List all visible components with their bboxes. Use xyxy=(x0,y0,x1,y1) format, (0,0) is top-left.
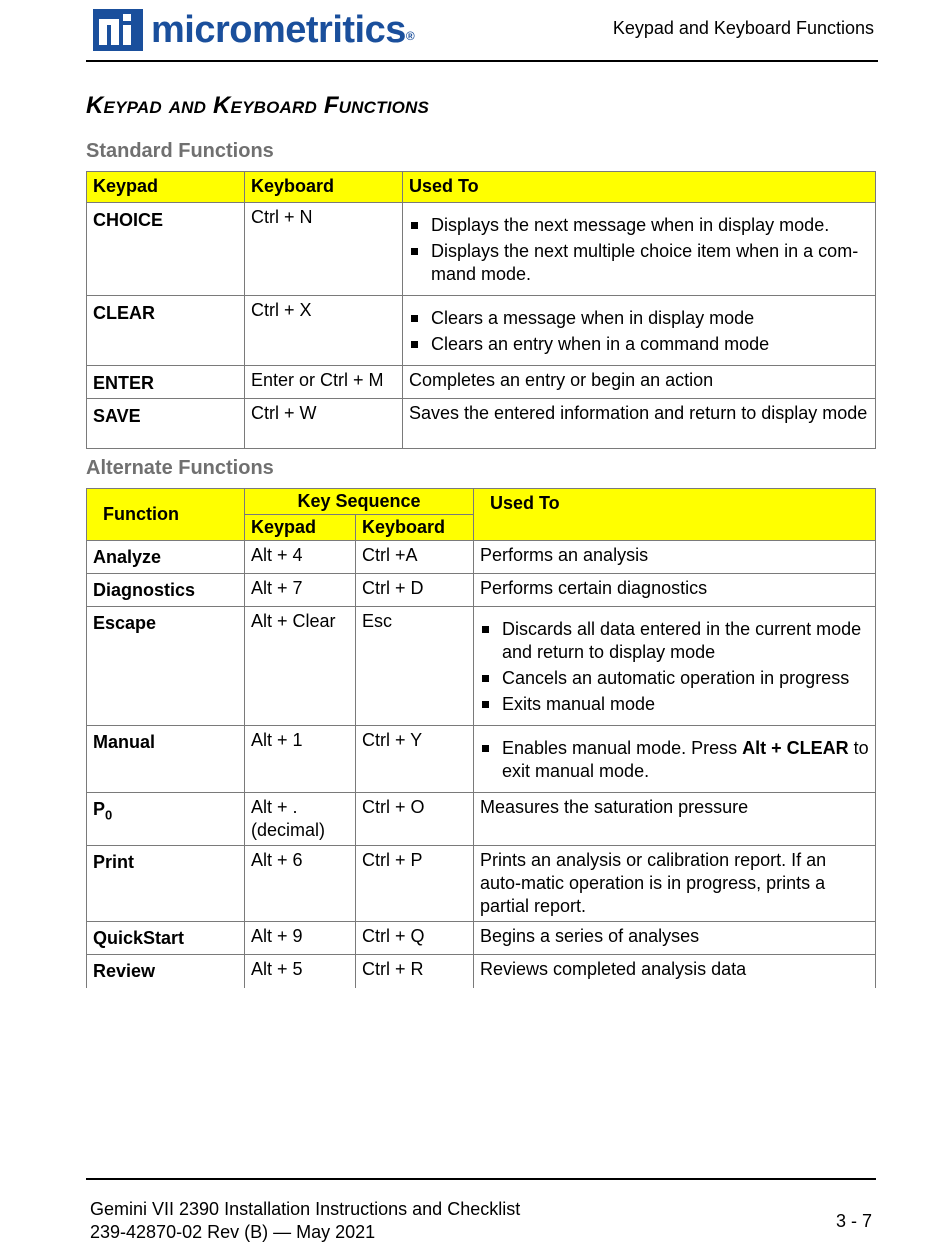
logo-wordmark: micrometritics® xyxy=(151,9,415,51)
keyboard-cell: Ctrl + N xyxy=(245,203,403,296)
keyboard-cell: Ctrl + P xyxy=(356,846,474,922)
used-to-cell: Performs certain diagnostics xyxy=(474,574,876,607)
keypad-cell: Alt + . (decimal) xyxy=(245,793,356,846)
table-row xyxy=(87,607,876,726)
used-to-cell: Saves the entered information and return to display mode xyxy=(403,399,876,449)
used-to-cell xyxy=(474,726,876,793)
page-header xyxy=(86,0,878,62)
keypad-cell: CHOICE xyxy=(87,203,245,296)
table-row xyxy=(87,366,876,399)
table-header-row xyxy=(87,172,876,203)
keypad-cell: CLEAR xyxy=(87,296,245,366)
list-item: Exits manual mode xyxy=(480,693,869,716)
col-header-key-sequence: Key Sequence xyxy=(245,489,474,515)
company-logo xyxy=(93,8,414,52)
col-header-used-to: Used To xyxy=(403,172,876,203)
table-header-row xyxy=(87,489,876,515)
keypad-cell: Alt + 6 xyxy=(245,846,356,922)
table-row xyxy=(87,399,876,449)
list-item: Displays the next message when in display mode. xyxy=(409,214,869,237)
function-cell: QuickStart xyxy=(87,922,245,955)
keyboard-cell: Enter or Ctrl + M xyxy=(245,366,403,399)
section-title-alternate: Alternate Functions xyxy=(86,457,274,479)
used-to-cell xyxy=(403,203,876,296)
table-row xyxy=(87,296,876,366)
used-to-cell: Measures the saturation pressure xyxy=(474,793,876,846)
function-cell: Analyze xyxy=(87,541,245,574)
table-row xyxy=(87,574,876,607)
keypad-cell: Alt + 7 xyxy=(245,574,356,607)
col-header-keyboard: Keyboard xyxy=(356,515,474,541)
page-number: 3 - 7 xyxy=(835,1211,872,1231)
col-header-used-to: Used To xyxy=(474,489,876,541)
keyboard-cell: Ctrl + Q xyxy=(356,922,474,955)
footer-rule xyxy=(86,1178,876,1180)
table-row xyxy=(87,726,876,793)
list-item: Cancels an automatic operation in progress xyxy=(480,667,869,690)
key-combo: Alt + CLEAR xyxy=(742,738,849,758)
section-title-standard: Standard Functions xyxy=(86,140,274,162)
keypad-cell: ENTER xyxy=(87,366,245,399)
keyboard-cell: Ctrl + X xyxy=(245,296,403,366)
used-to-cell: Performs an analysis xyxy=(474,541,876,574)
function-cell: Escape xyxy=(87,607,245,726)
keypad-cell: Alt + 9 xyxy=(245,922,356,955)
list-item: Clears a message when in display mode xyxy=(409,307,869,330)
function-cell: Diagnostics xyxy=(87,574,245,607)
keyboard-cell: Ctrl + W xyxy=(245,399,403,449)
function-cell: Manual xyxy=(87,726,245,793)
keyboard-cell: Ctrl + R xyxy=(356,955,474,988)
col-header-function: Function xyxy=(87,489,245,541)
keypad-cell: Alt + Clear xyxy=(245,607,356,726)
logo-mark-icon xyxy=(93,9,143,51)
used-to-cell: Reviews completed analysis data xyxy=(474,955,876,988)
table-row xyxy=(87,793,876,846)
keyboard-cell: Esc xyxy=(356,607,474,726)
list-item: Displays the next multiple choice item when in a com-mand mode. xyxy=(409,240,869,286)
keypad-cell: SAVE xyxy=(87,399,245,449)
table-row xyxy=(87,922,876,955)
used-to-cell xyxy=(474,607,876,726)
used-to-cell: Completes an entry or begin an action xyxy=(403,366,876,399)
col-header-keypad: Keypad xyxy=(245,515,356,541)
function-cell: Review xyxy=(87,955,245,988)
standard-functions-table xyxy=(86,171,876,449)
alternate-functions-table xyxy=(86,488,876,988)
function-cell: $P_0$ xyxy=(87,793,245,846)
keyboard-cell: Ctrl + Y xyxy=(356,726,474,793)
running-head: Keypad and Keyboard Functions xyxy=(612,18,874,38)
used-to-cell: Begins a series of analyses xyxy=(474,922,876,955)
footer-document-title: Gemini VII 2390 Installation Instructions and Checklist xyxy=(90,1199,521,1219)
function-cell: Print xyxy=(87,846,245,922)
used-to-cell: Prints an analysis or calibration report. If an auto-matic operation is in progress, prints a partial report. xyxy=(474,846,876,922)
col-header-keyboard: Keyboard xyxy=(245,172,403,203)
page-title: Keypad and Keyboard Functions xyxy=(86,92,430,119)
footer-document-number: 239-42870-02 Rev (B) — May 2021 xyxy=(90,1222,376,1242)
keypad-cell: Alt + 4 xyxy=(245,541,356,574)
keypad-cell: Alt + 5 xyxy=(245,955,356,988)
keyboard-cell: Ctrl + D xyxy=(356,574,474,607)
keypad-cell: Alt + 1 xyxy=(245,726,356,793)
table-row xyxy=(87,203,876,296)
table-row xyxy=(87,541,876,574)
list-item: Discards all data entered in the current mode and return to display mode xyxy=(480,618,869,664)
keyboard-cell: Ctrl +A xyxy=(356,541,474,574)
table-row xyxy=(87,846,876,922)
list-item: Enables manual mode. Press Alt + CLEAR to exit manual mode. xyxy=(480,737,869,783)
keyboard-cell: Ctrl + O xyxy=(356,793,474,846)
col-header-keypad: Keypad xyxy=(87,172,245,203)
list-item: Clears an entry when in a command mode xyxy=(409,333,869,356)
table-row xyxy=(87,955,876,988)
used-to-cell xyxy=(403,296,876,366)
